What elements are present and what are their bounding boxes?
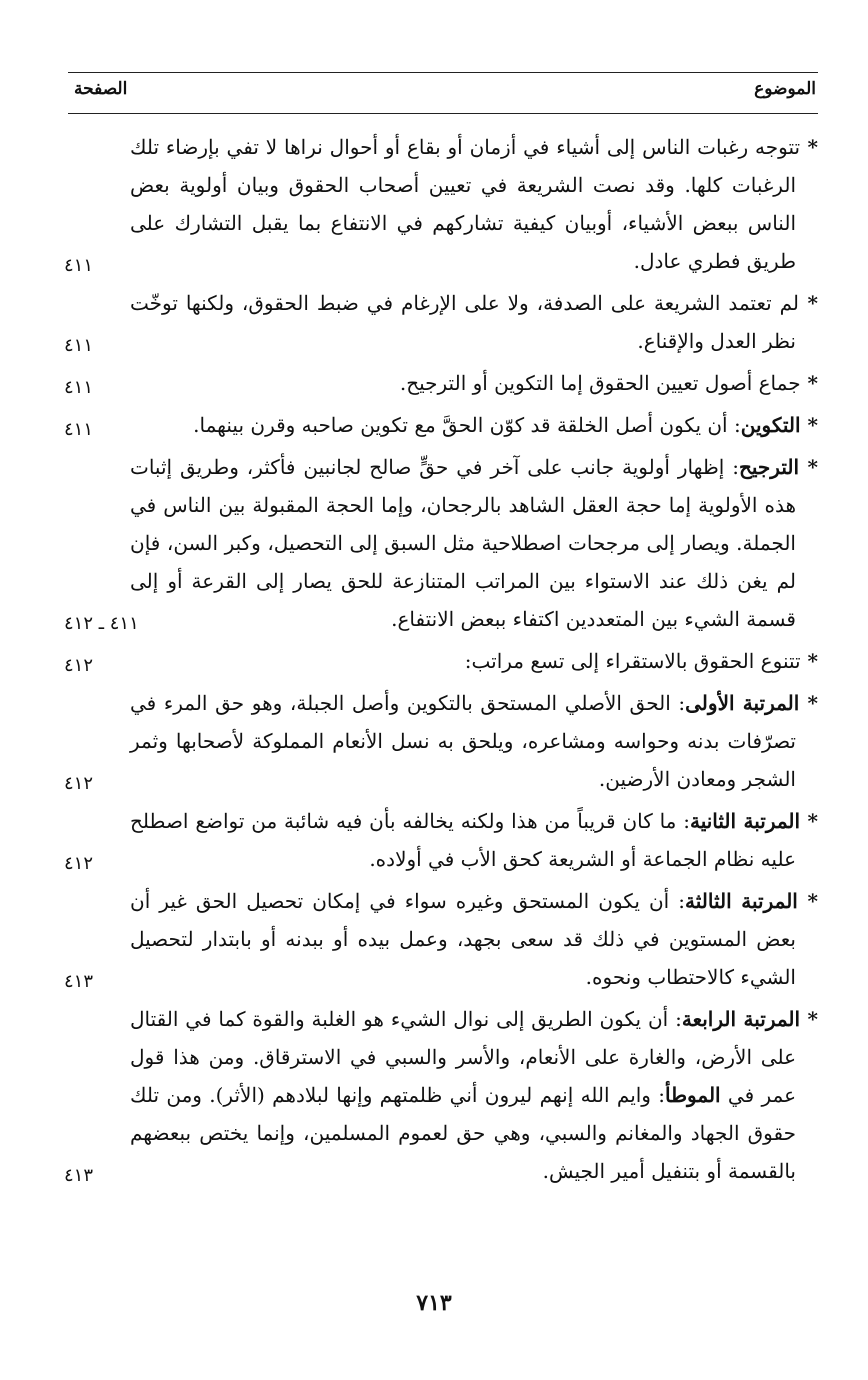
entry-page-number: ٤١٢ (64, 773, 94, 794)
bullet-star-icon: * (800, 649, 818, 673)
bullet-star-icon: * (797, 889, 818, 913)
index-entry (64, 364, 818, 402)
entry-term: التكوين (740, 413, 801, 437)
index-entry (64, 882, 818, 996)
entry-text-continued: : وايم الله إنهم ليرون أني ظلمتهم وإنها لبلادهم (الأثر). ومن تلك حقوق الجهاد والمغانم والسبي، وهي حق لعموم المسلمين، وإنما يختص ببعضهم بالقسمة أو بتنفيل أمير الجيش. (130, 1083, 796, 1183)
entry-page-number: ٤١٢ (64, 853, 94, 874)
bullet-star-icon: * (800, 135, 818, 159)
entry-text: جماع أصول تعيين الحقوق إما التكوين أو الترجيح. (399, 371, 801, 395)
entry-text: تتوجه رغبات الناس إلى أشياء في أزمان أو بقاع أو أحوال نراها لا تفي بإرضاء تلك الرغبات كلها. وقد نصت الشريعة في تعيين أصحاب الحقوق وبيان أولوية بعض الناس ببعض الأشياء، أوبيان كيفية تشاركهم في الانتفاع بما يقبل التشارك على طريق فطري عادل. (130, 135, 801, 273)
entry-page-number: ٤١١ (64, 255, 94, 276)
entry-page-number: ٤١١ (64, 335, 94, 356)
entry-term: المرتبة الثانية (689, 809, 801, 833)
bullet-star-icon: * (800, 371, 818, 395)
page-header (68, 72, 818, 114)
page-number: ٧١٣ (416, 1290, 452, 1316)
bullet-star-icon: * (799, 691, 818, 715)
index-entry (64, 802, 818, 878)
bullet-star-icon: * (799, 291, 819, 315)
index-entries (64, 128, 818, 1194)
index-entry (64, 684, 818, 798)
entry-text: : ما كان قريباً من هذا ولكنه يخالفه بأن فيه شائبة من تواضع اصطلح عليه نظام الجماعة أو الشريعة كحق الأب في أولاده. (130, 809, 796, 871)
index-entry (64, 448, 818, 638)
index-entry (64, 642, 818, 680)
entry-page-number: ٤١٣ (64, 1165, 94, 1186)
entry-page-number: ٤١١ (64, 377, 94, 398)
entry-text: : إظهار أولوية جانب على آخر في حقٍّ صالح لجانبين فأكثر، وطريق إثبات هذه الأولوية إما حجة العقل الشاهد بالرجحان، وإما الحجة المقبولة بين الناس في الجملة. ويصار إلى مرجحات اصطلاحية مثل السبق إلى التحصيل، وكبر السن، فإن لم يغن ذلك عند الاستواء بين المراتب المتنازعة للحق يصار إلى القرعة أو إلى قسمة الشيء بين المتعددين اكتفاء ببعض الانتفاع. (130, 455, 796, 631)
entry-text: تتنوع الحقوق بالاستقراء إلى تسع مراتب: (464, 649, 801, 673)
bullet-star-icon: * (800, 1007, 819, 1031)
entry-term: الترجيح (738, 455, 800, 479)
bullet-star-icon: * (800, 809, 818, 833)
entry-text: : الحق الأصلي المستحق بالتكوين وأصل الجبلة، وهو حق المرء في تصرّفات بدنه وحواسه ومشاعره، ويلحق به نسل الأنعام المملوكة لأصحابها وثمر الشجر ومعادن الأرضين. (130, 691, 796, 791)
entry-text: : أن يكون أصل الخلقة قد كوّن الحقَّ مع تكوين صاحبه وقرن بينهما. (193, 413, 741, 437)
topic-column-label: الموضوع (754, 79, 816, 99)
entry-page-number: ٤١٢ (64, 655, 94, 676)
index-entry (64, 406, 818, 444)
entry-page-number: ٤١٣ (64, 971, 94, 992)
entry-page-number: ٤١١ ـ ٤١٢ (64, 613, 139, 634)
page-column-label: الصفحة (74, 79, 128, 99)
bullet-star-icon: * (799, 455, 819, 479)
entry-bold-word: الموطأ (665, 1083, 721, 1107)
entry-page-number: ٤١١ (64, 419, 94, 440)
entry-text: لم تعتمد الشريعة على الصدفة، ولا على الإرغام في ضبط الحقوق، ولكنها توخّت نظر العدل والإقناع. (130, 291, 799, 353)
bullet-star-icon: * (800, 413, 818, 437)
entry-text: : أن يكون الطريق إلى نوال الشيء هو الغلبة والقوة كما في القتال على الأرض، والغارة على الأنعام، والأسر والسبي في الاسترقاق. ومن هذا قول عمر في (130, 1007, 797, 1107)
entry-text: : أن يكون المستحق وغيره سواء في إمكان تحصيل الحق غير أن بعض المستوين في ذلك قد سعى بجهد، وعمل بيده أو ببدنه أو بابتدار لتحصيل الشيء كالاحتطاب ونحوه. (130, 889, 796, 989)
index-entry (64, 284, 818, 360)
index-entry (64, 1000, 818, 1190)
entry-term: المرتبة الثالثة (685, 889, 798, 913)
entry-term: المرتبة الرابعة (681, 1007, 801, 1031)
entry-term: المرتبة الأولى (685, 691, 800, 715)
index-entry (64, 128, 818, 280)
